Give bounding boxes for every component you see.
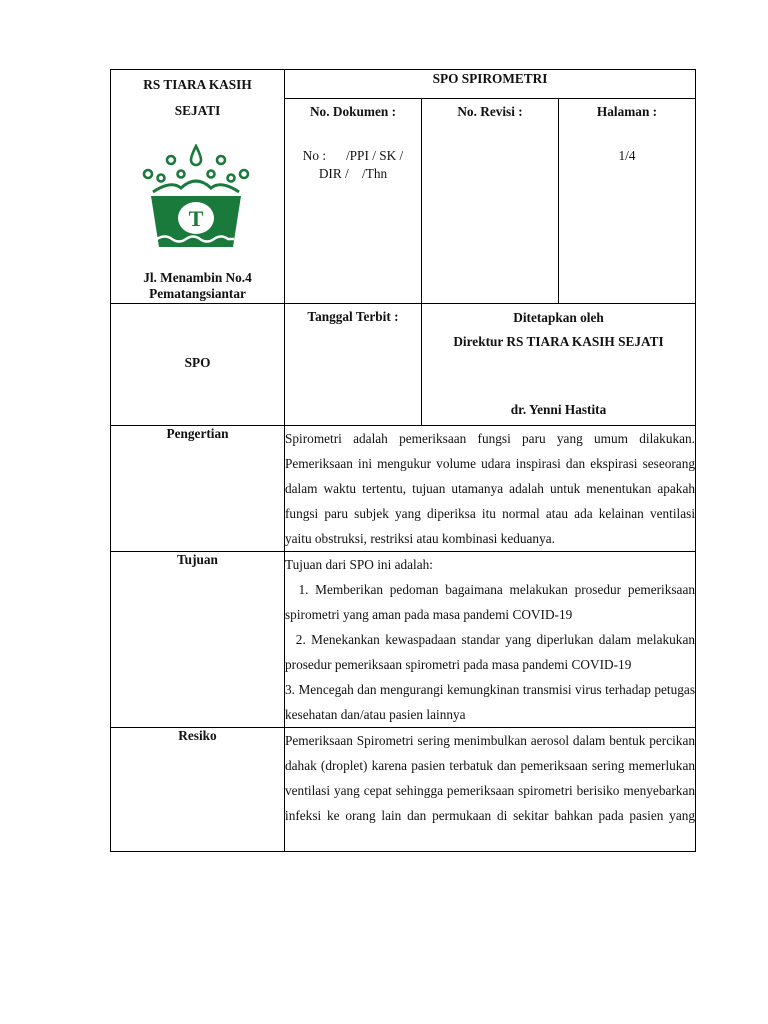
issue-date-label: Tanggal Terbit : (307, 309, 399, 324)
tujuan-intro: Tujuan dari SPO ini adalah: (285, 557, 433, 572)
approval-cell (422, 304, 696, 426)
approval-heading: Ditetapkan oleh Direktur RS TIARA KASIH SEJATI (453, 310, 664, 349)
resiko-label: Resiko (111, 728, 285, 852)
page-label: Halaman : (596, 104, 658, 119)
page-cell (559, 99, 696, 304)
revision-cell (422, 99, 559, 304)
pengertian-text: Spirometri adalah pemeriksaan fungsi paru yang umum dilakukan. Pemeriksaan ini mengukur volume udara inspirasi dan ekspirasi seseorang dalam waktu tertentu, tujuan utamanya adalah untuk menentukan apakah fungsi paru subjek yang diperiksa itu normal atau ada kelainan ventilasi yaitu obstruksi, restriksi atau kombinasi keduanya. (285, 426, 696, 552)
director-name: dr. Yenni Hastita (510, 402, 607, 417)
doc-number-label: No. Dokumen : (309, 104, 397, 119)
spo-cell (111, 304, 285, 426)
issue-date-cell (285, 304, 422, 426)
tujuan-item: 1. Memberikan pedoman bagaimana melakukan prosedur pemeriksaan spirometri yang aman pada masa pandemi COVID-19 (285, 582, 699, 622)
tujuan-text (285, 552, 699, 728)
spo-document-table (110, 69, 699, 852)
logo-letter: T (188, 206, 204, 231)
tujuan-item: 2. Menekankan kewaspadaan standar yang diperlukan dalam melakukan prosedur pemeriksaan spirometri pada masa pandemi COVID-19 (285, 632, 699, 672)
tujuan-item: 3. Mencegah dan mengurangi kemungkinan transmisi virus terhadap petugas kesehatan dan/atau pasien lainnya (285, 682, 696, 722)
crown-logo (141, 144, 251, 256)
hospital-name: RS TIARA KASIH SEJATI (143, 77, 252, 118)
tujuan-label: Tujuan (111, 552, 285, 728)
doc-number-cell (285, 99, 422, 304)
document-title: SPO SPIROMETRI (285, 70, 696, 99)
doc-number-value: No : /PPI / SK / DIR / /Thn (302, 148, 404, 181)
revision-label: No. Revisi : (457, 104, 523, 119)
hospital-header-cell (111, 70, 285, 304)
resiko-text: Pemeriksaan Spirometri sering menimbulkan aerosol dalam bentuk percikan dahak (droplet) karena pasien terbatuk dan pemeriksaan sering memerlukan ventilasi yang cepat sehingga pemeriksaan spirometri berisiko menyebarkan infeksi ke orang lain dan permukaan di sekitar bahkan pada pasien yang (285, 728, 696, 852)
page-value: 1/4 (618, 148, 636, 163)
hospital-address: Jl. Menambin No.4 Pematangsiantar (143, 270, 252, 301)
crown-arc-icon (153, 181, 239, 192)
crown-jewels-icon (144, 146, 248, 182)
spo-label: SPO (184, 355, 211, 370)
pengertian-label: Pengertian (111, 426, 285, 552)
